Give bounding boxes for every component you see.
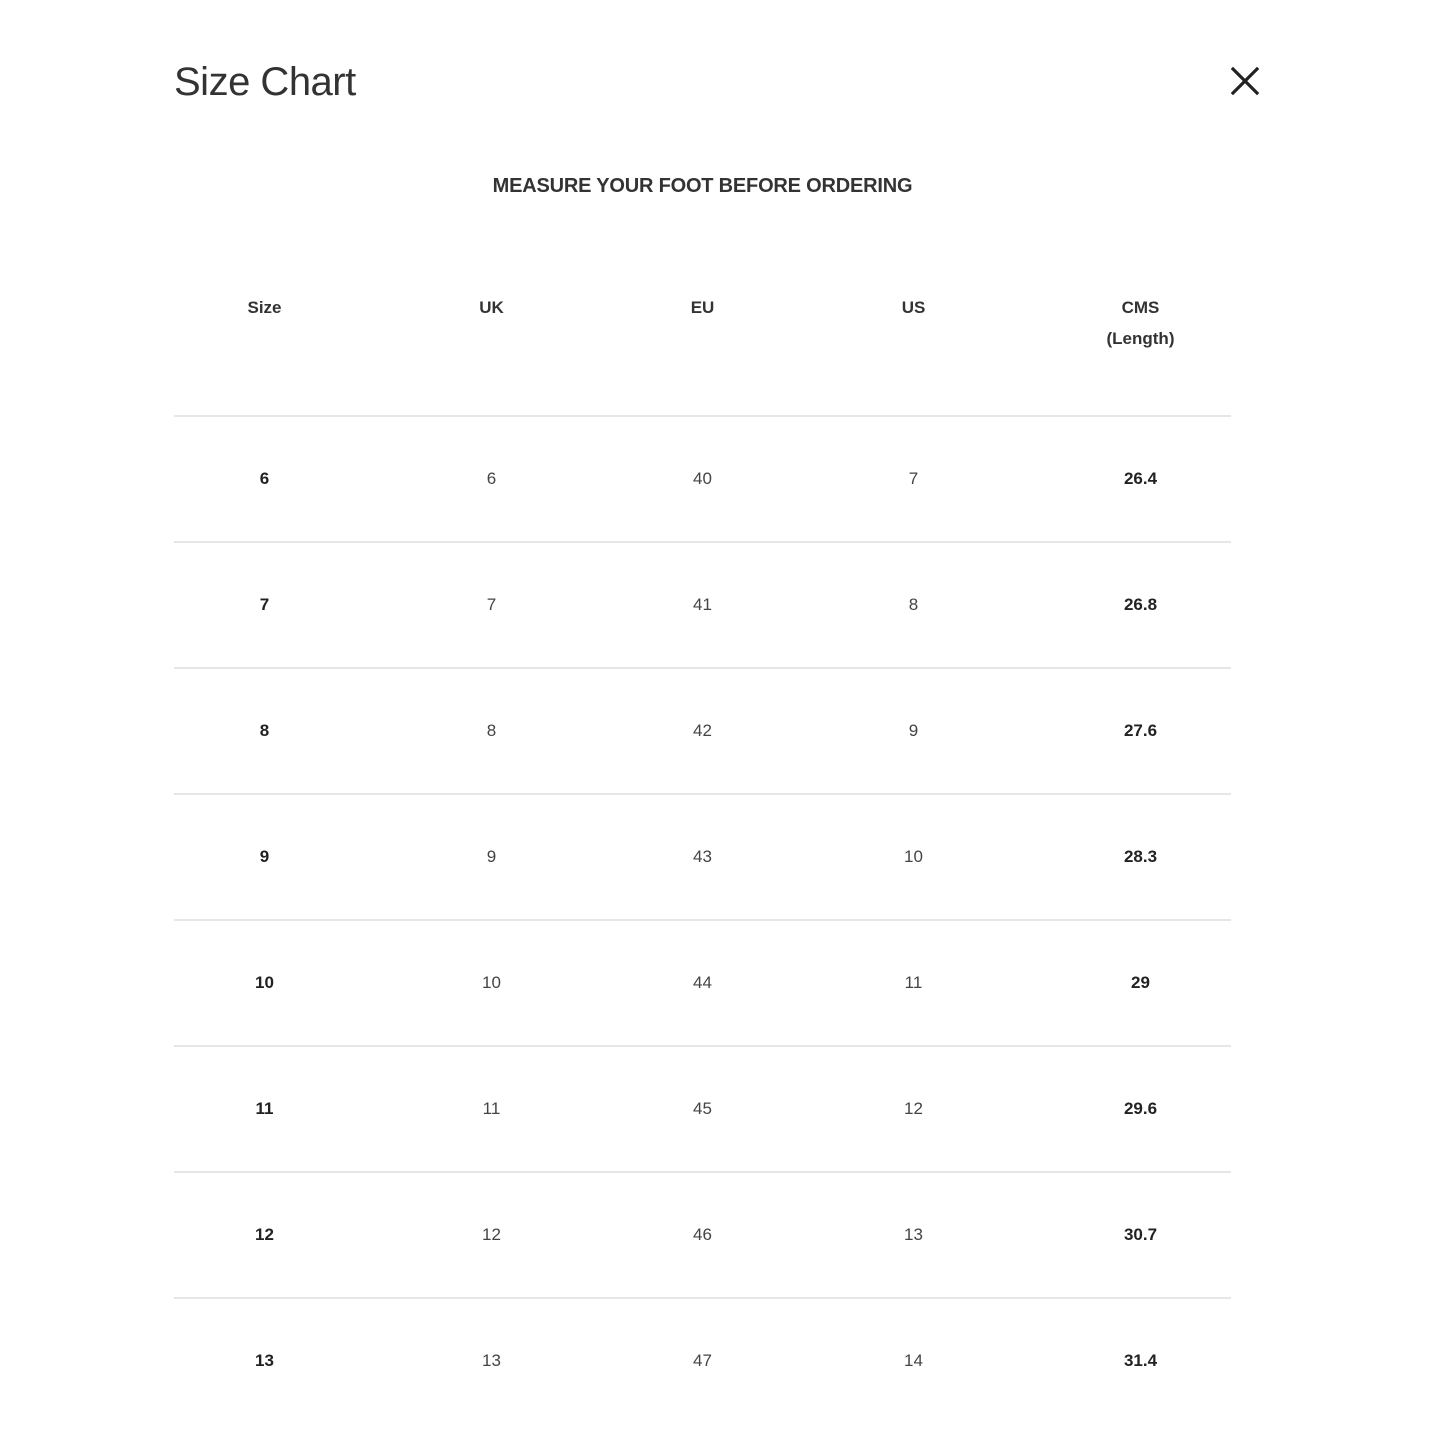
cell-uk: 10 <box>355 920 628 1046</box>
cell-size: 11 <box>174 1046 355 1172</box>
cell-uk: 8 <box>355 668 628 794</box>
table-row <box>174 1298 1231 1423</box>
cell-eu: 42 <box>628 668 777 794</box>
cell-cms: 29.6 <box>1050 1046 1231 1172</box>
column-header-us <box>777 272 1050 416</box>
cell-uk: 9 <box>355 794 628 920</box>
cell-cms: 30.7 <box>1050 1172 1231 1298</box>
cell-eu: 47 <box>693 1351 712 1370</box>
modal-title: Size Chart <box>174 60 356 104</box>
cell-eu: 41 <box>628 542 777 668</box>
cell-us: 10 <box>777 794 1050 920</box>
table-row <box>174 920 1231 1046</box>
cell-us: 9 <box>777 668 1050 794</box>
header-label: CMS <box>1121 298 1160 317</box>
cell-size: 12 <box>174 1172 355 1298</box>
cell-size: 8 <box>174 668 355 794</box>
cell-eu: 46 <box>628 1172 777 1298</box>
close-button[interactable] <box>1224 60 1266 102</box>
cell-us: 14 <box>904 1351 923 1370</box>
cell-us: 8 <box>777 542 1050 668</box>
table-row <box>174 668 1231 794</box>
cell-us: 11 <box>777 920 1050 1046</box>
header-label: US <box>901 298 926 317</box>
cell-size: 9 <box>174 794 355 920</box>
header-label: EU <box>690 298 715 317</box>
cell-eu: 45 <box>628 1046 777 1172</box>
cell-cms: 28.3 <box>1050 794 1231 920</box>
cell-eu: 40 <box>628 416 777 542</box>
header-label: UK <box>479 298 504 317</box>
cell-uk: 7 <box>355 542 628 668</box>
cell-uk: 12 <box>355 1172 628 1298</box>
close-icon <box>1224 60 1266 102</box>
cell-uk: 13 <box>482 1351 501 1370</box>
cell-eu: 43 <box>628 794 777 920</box>
cell-uk: 6 <box>355 416 628 542</box>
cell-us: 12 <box>777 1046 1050 1172</box>
measure-instruction: MEASURE YOUR FOOT BEFORE ORDERING <box>492 175 913 197</box>
column-header-uk <box>355 272 628 416</box>
cell-size: 10 <box>174 920 355 1046</box>
cell-uk: 11 <box>355 1046 628 1172</box>
header-sublabel: (Length) <box>1106 329 1175 348</box>
table-row <box>174 794 1231 920</box>
cell-size: 13 <box>255 1351 274 1370</box>
cell-cms: 27.6 <box>1050 668 1231 794</box>
column-header-eu <box>628 272 777 416</box>
cell-us: 13 <box>777 1172 1050 1298</box>
cell-eu: 44 <box>628 920 777 1046</box>
header-label: Size <box>247 298 282 317</box>
cell-cms: 26.4 <box>1050 416 1231 542</box>
column-header-size <box>174 272 355 416</box>
cell-cms: 26.8 <box>1050 542 1231 668</box>
cell-us: 7 <box>777 416 1050 542</box>
table-row <box>174 1046 1231 1172</box>
table-row <box>174 1172 1231 1298</box>
column-header-cms <box>1050 272 1231 416</box>
cell-size: 6 <box>174 416 355 542</box>
table-row <box>174 416 1231 542</box>
table-row <box>174 542 1231 668</box>
table-header-row <box>174 272 1231 416</box>
cell-size: 7 <box>174 542 355 668</box>
size-chart-table <box>174 272 1231 1423</box>
cell-cms: 29 <box>1050 920 1231 1046</box>
cell-cms: 31.4 <box>1123 1351 1158 1370</box>
